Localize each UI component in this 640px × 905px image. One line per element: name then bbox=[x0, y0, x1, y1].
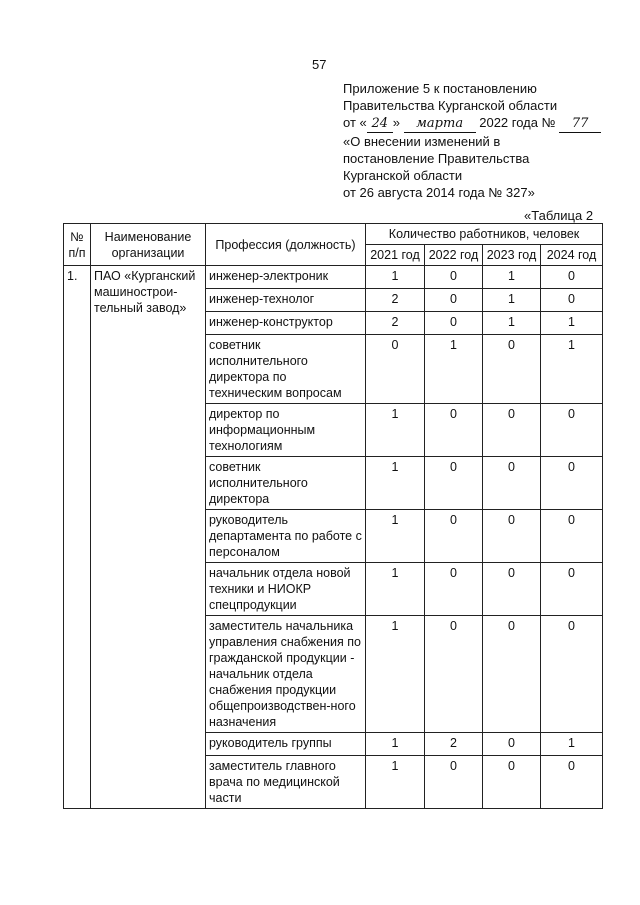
page-number: 57 bbox=[312, 57, 327, 72]
count-cell: 0 bbox=[483, 733, 541, 756]
count-cell: 1 bbox=[483, 289, 541, 312]
profession-cell: инженер-конструктор bbox=[206, 312, 366, 335]
count-cell: 1 bbox=[366, 733, 425, 756]
header-line-6: Курганской области bbox=[343, 168, 463, 183]
handwritten-month: марта bbox=[404, 115, 476, 133]
col-header-profession: Профессия (должность) bbox=[206, 224, 366, 266]
handwritten-number: 77 bbox=[559, 115, 601, 133]
count-cell: 1 bbox=[366, 756, 425, 809]
count-cell: 0 bbox=[425, 616, 483, 733]
count-cell: 0 bbox=[425, 457, 483, 510]
count-cell: 1 bbox=[541, 335, 603, 404]
count-cell: 1 bbox=[366, 266, 425, 289]
count-cell: 1 bbox=[483, 312, 541, 335]
count-cell: 2 bbox=[366, 312, 425, 335]
header-line-5: постановление Правительства bbox=[343, 151, 530, 166]
count-cell: 1 bbox=[425, 335, 483, 404]
table-header-row bbox=[64, 224, 603, 245]
count-cell: 1 bbox=[366, 616, 425, 733]
staff-table bbox=[63, 223, 603, 809]
col-header-year-2022: 2022 год bbox=[425, 245, 483, 266]
header-line-7: от 26 августа 2014 года № 327» bbox=[343, 185, 535, 200]
count-cell: 0 bbox=[483, 404, 541, 457]
table-label: «Таблица 2 bbox=[524, 208, 594, 223]
header-line-4: «О внесении изменений в bbox=[343, 134, 501, 149]
header-line-2: Правительства Курганской области bbox=[343, 98, 558, 113]
header-year: 2022 года № bbox=[479, 115, 556, 130]
col-header-year-2024: 2024 год bbox=[541, 245, 603, 266]
count-cell: 0 bbox=[541, 457, 603, 510]
count-cell: 0 bbox=[541, 616, 603, 733]
count-cell: 0 bbox=[541, 756, 603, 809]
count-cell: 1 bbox=[366, 404, 425, 457]
count-cell: 2 bbox=[366, 289, 425, 312]
handwritten-day: 24 bbox=[367, 115, 393, 133]
col-header-year-2021: 2021 год bbox=[366, 245, 425, 266]
count-cell: 0 bbox=[541, 404, 603, 457]
count-cell: 0 bbox=[425, 266, 483, 289]
count-cell: 0 bbox=[541, 289, 603, 312]
count-cell: 0 bbox=[425, 312, 483, 335]
count-cell: 0 bbox=[425, 756, 483, 809]
table-row bbox=[64, 266, 603, 289]
profession-cell: инженер-электроник bbox=[206, 266, 366, 289]
count-cell: 0 bbox=[541, 266, 603, 289]
count-cell: 0 bbox=[425, 563, 483, 616]
organization-name: ПАО «Курганский машинострои-тельный завод» bbox=[91, 266, 206, 809]
col-header-number: № п/п bbox=[64, 224, 91, 266]
count-cell: 0 bbox=[541, 510, 603, 563]
profession-cell: руководитель группы bbox=[206, 733, 366, 756]
profession-cell: советник исполнительного директора bbox=[206, 457, 366, 510]
header-quote-close: » bbox=[392, 115, 400, 130]
count-cell: 0 bbox=[483, 457, 541, 510]
count-cell: 0 bbox=[483, 335, 541, 404]
col-header-organization: Наименование организации bbox=[91, 224, 206, 266]
count-cell: 0 bbox=[425, 404, 483, 457]
row-number: 1. bbox=[64, 266, 91, 809]
document-header bbox=[343, 80, 628, 201]
profession-cell: инженер-технолог bbox=[206, 289, 366, 312]
count-cell: 1 bbox=[541, 312, 603, 335]
profession-cell: начальник отдела новой техники и НИОКР спецпродукции bbox=[206, 563, 366, 616]
count-cell: 1 bbox=[366, 563, 425, 616]
count-cell: 0 bbox=[366, 335, 425, 404]
count-cell: 0 bbox=[483, 563, 541, 616]
profession-cell: руководитель департамента по работе с персоналом bbox=[206, 510, 366, 563]
profession-cell: заместитель главного врача по медицинской части bbox=[206, 756, 366, 809]
profession-cell: советник исполнительного директора по техническим вопросам bbox=[206, 335, 366, 404]
count-cell: 0 bbox=[541, 563, 603, 616]
count-cell: 1 bbox=[541, 733, 603, 756]
col-header-count: Количество работников, человек bbox=[366, 224, 603, 245]
count-cell: 0 bbox=[483, 510, 541, 563]
col-header-year-2023: 2023 год bbox=[483, 245, 541, 266]
count-cell: 1 bbox=[366, 510, 425, 563]
count-cell: 0 bbox=[425, 289, 483, 312]
profession-cell: заместитель начальника управления снабжения по гражданской продукции - начальник отдела снабжения продукции общепроизводствен-ного назначения bbox=[206, 616, 366, 733]
count-cell: 1 bbox=[366, 457, 425, 510]
header-from-prefix: от « bbox=[343, 115, 367, 130]
count-cell: 1 bbox=[483, 266, 541, 289]
count-cell: 0 bbox=[425, 510, 483, 563]
header-line-3 bbox=[343, 114, 628, 133]
profession-cell: директор по информационным технологиям bbox=[206, 404, 366, 457]
count-cell: 0 bbox=[483, 616, 541, 733]
count-cell: 2 bbox=[425, 733, 483, 756]
count-cell: 0 bbox=[483, 756, 541, 809]
header-line-1: Приложение 5 к постановлению bbox=[343, 81, 537, 96]
